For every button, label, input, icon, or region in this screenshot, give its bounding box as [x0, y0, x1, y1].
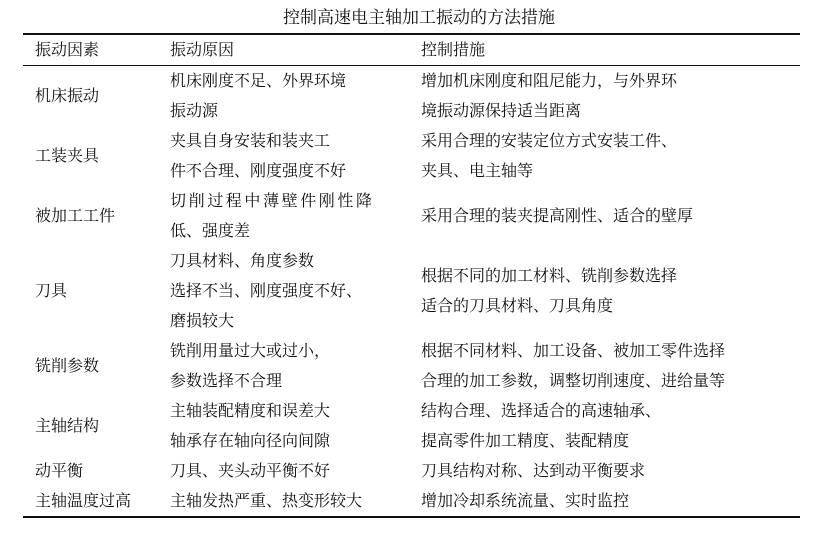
- header-measure: 控制措施: [421, 40, 486, 59]
- measure-line: 境振动源保持适当距离: [421, 101, 582, 120]
- factor-cell: 刀具: [35, 281, 68, 300]
- cause-line: 磨损较大: [170, 311, 235, 330]
- measure-cell: [409, 336, 800, 396]
- measure-cell: [409, 486, 800, 517]
- table-row: [23, 456, 800, 486]
- measure-cell: [409, 456, 800, 486]
- measure-line: 合理的加工参数，调整切削速度、进给量等: [421, 371, 726, 390]
- header-row: [23, 34, 800, 66]
- measure-line: 增加冷却系统流量、实时监控: [421, 491, 630, 510]
- factor-cell: 铣削参数: [35, 356, 100, 375]
- cause-line: 刀具、夹头动平衡不好: [170, 461, 331, 480]
- vibration-control-table: [23, 33, 800, 518]
- cause-line: 件不合理、刚度强度不好: [170, 161, 347, 180]
- cause-line: 选择不当、刚度强度不好、: [170, 281, 363, 300]
- table-row: [23, 486, 800, 517]
- cause-cell: [158, 186, 409, 246]
- measure-line: 增加机床刚度和阻尼能力，与外界环: [421, 71, 678, 90]
- measure-line: 采用合理的装夹提高刚性、适合的壁厚: [421, 206, 694, 225]
- table-row: [23, 126, 800, 186]
- cause-line: 振动源: [170, 101, 219, 120]
- cause-cell: [158, 126, 409, 186]
- table-row: [23, 246, 800, 336]
- cause-cell: [158, 396, 409, 456]
- measure-line: 根据不同材料、加工设备、被加工零件选择: [421, 341, 726, 360]
- cause-line: 低、强度差: [170, 221, 251, 240]
- cause-cell: [158, 456, 409, 486]
- cause-line: 机床刚度不足、外界环境: [170, 71, 347, 90]
- cause-line: 轴承存在轴向径向间隙: [170, 431, 331, 450]
- factor-cell: 机床振动: [35, 86, 100, 105]
- cause-line: 主轴发热严重、热变形较大: [170, 491, 363, 510]
- measure-line: 提高零件加工精度、装配精度: [421, 431, 630, 450]
- cause-line: 夹具自身安装和装夹工: [170, 131, 331, 150]
- header-factor: 振动因素: [35, 40, 100, 59]
- table-row: [23, 186, 800, 246]
- factor-cell: 主轴结构: [35, 416, 100, 435]
- measure-cell: [409, 186, 800, 246]
- measure-line: 适合的刀具材料、刀具角度: [421, 296, 614, 315]
- cause-cell: [158, 246, 409, 336]
- cause-line: 参数选择不合理: [170, 371, 283, 390]
- factor-cell: 主轴温度过高: [35, 491, 132, 510]
- measure-line: 夹具、电主轴等: [421, 161, 534, 180]
- measure-line: 采用合理的安装定位方式安装工件、: [421, 131, 678, 150]
- cause-cell: [158, 336, 409, 396]
- header-cause: 振动原因: [170, 40, 235, 59]
- table-row: [23, 396, 800, 456]
- measure-cell: [409, 126, 800, 186]
- cause-line: 主轴装配精度和误差大: [170, 401, 331, 420]
- measure-line: 结构合理、选择适合的高速轴承、: [421, 401, 662, 420]
- factor-cell: 被加工工件: [35, 206, 116, 225]
- table-row: [23, 66, 800, 127]
- cause-cell: [158, 486, 409, 517]
- table-row: [23, 336, 800, 396]
- factor-cell: 工装夹具: [35, 146, 100, 165]
- cause-line: 切削过程中薄壁件刚性降: [170, 191, 375, 210]
- measure-cell: [409, 66, 800, 127]
- measure-cell: [409, 246, 800, 336]
- cause-line: 刀具材料、角度参数: [170, 251, 315, 270]
- cause-line: 铣削用量过大或过小，: [170, 341, 331, 360]
- table-container: [23, 33, 800, 518]
- measure-line: 根据不同的加工材料、铣削参数选择: [421, 266, 678, 285]
- table-title: 控制高速电主轴加工振动的方法措施: [283, 8, 555, 28]
- measure-cell: [409, 396, 800, 456]
- cause-cell: [158, 66, 409, 127]
- factor-cell: 动平衡: [35, 461, 84, 480]
- measure-line: 刀具结构对称、达到动平衡要求: [421, 461, 646, 480]
